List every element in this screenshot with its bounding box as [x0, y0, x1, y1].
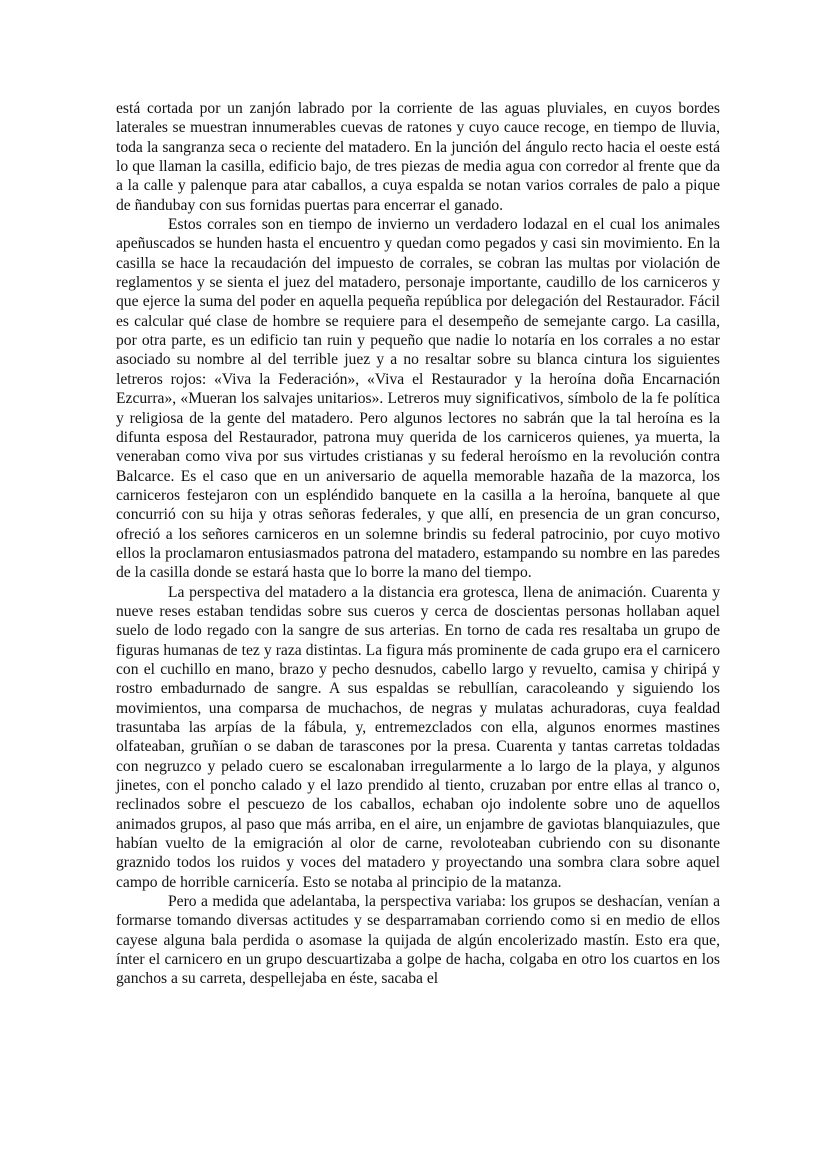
paragraph-corrales: Estos corrales son en tiempo de invierno un verdadero lodazal en el cual los animales apeñuscados se hunden hasta el encuentro y quedan como pegados y casi sin movimiento. En la casilla se hace la recaudación del impuesto de corrales, se cobran las multas por violación de reglamentos y se sienta el juez del matadero, personaje importante, caudillo de los carniceros y que ejerce la suma del poder en aquella pequeña república por delegación del Restaurador. Fácil es calcular qué clase de hombre se requiere para el desempeño de semejante cargo. La casilla, por otra parte, es un edificio tan ruin y pequeño que nadie lo notaría en los corrales a no estar asociado su nombre al del terrible juez y a no resaltar sobre su blanca cintura los siguientes letreros rojos: «Viva la Federación», «Viva el Restaurador y la heroína doña Encarnación Ezcurra», «Mueran los salvajes unitarios». Letreros muy significativos, símbolo de la fe política y religiosa de la gente del matadero. Pero algunos lectores no sabrán que la tal heroína es la difunta esposa del Restaurador, patrona muy querida de los carniceros quienes, ya muerta, la veneraban como viva por sus virtudes cristianas y su federal heroísmo en la revolución contra Balcarce. Es el caso que en un aniversario de aquella memorable hazaña de la mazorca, los carniceros festejaron con un espléndido banquete en la casilla a la heroína, banquete al que concurrió con su hija y otras señoras federales, y que allí, en presencia de un gran concurso, ofreció a los señores carniceros en un solemne brindis su federal patrocinio, por cuyo motivo ellos la proclamaron entusiasmados patrona del matadero, estampando su nombre en las paredes de la casilla donde se estará hasta que lo borre la mano del tiempo. — [116, 216, 720, 582]
paragraph-perspectiva: La perspectiva del matadero a la distancia era grotesca, llena de animación. Cuarenta y nueve reses estaban tendidas sobre sus cueros y cerca de doscientas personas hollaban aquel suelo de lodo regado con la sangre de sus arterias. En torno de cada res resaltaba un grupo de figuras humanas de tez y raza distintas. La figura más prominente de cada grupo era el carnicero con el cuchillo en mano, brazo y pecho desnudos, cabello largo y revuelto, camisa y chiripá y rostro embadurnado de sangre. A sus espaldas se rebullían, caracoleando y siguiendo los movimientos, una comparsa de muchachos, de negras y mulatas achuradoras, cuya fealdad trasuntaba las arpías de la fábula, y, entremezclados con ella, algunos enormes mastines olfateaban, gruñían o se daban de tarascones por la presa. Cuarenta y tantas carretas toldadas con negruzco y pelado cuero se escalonaban irregularmente a lo largo de la playa, y algunos jinetes, con el poncho calado y el lazo prendido al tiento, cruzaban por entre ellas al tranco o, reclinados sobre el pescuezo de los caballos, echaban ojo indolente sobre uno de aquellos animados grupos, al paso que más arriba, en el aire, un enjambre de gaviotas blanquiazules, que habían vuelto de la emigración al olor de carne, revoloteaban cubriendo con su disonante graznido todos los ruidos y voces del matadero y proyectando una sombra clara sobre aquel campo de horrible carnicería. Esto se notaba al principio de la matanza. — [116, 583, 720, 891]
document-page — [116, 99, 720, 989]
paragraph-medida: Pero a medida que adelantaba, la perspectiva variaba: los grupos se deshacían, venían a formarse tomando diversas actitudes y se desparramaban corriendo como si en medio de ellos cayese alguna bala perdida o asomase la quijada de algún encolerizado mastín. Esto era que, ínter el carnicero en un grupo descuartizaba a golpe de hacha, colgaba en otro los cuartos en los ganchos a su carreta, despellejaba en éste, sacaba el — [116, 893, 720, 988]
paragraph-continuation: está cortada por un zanjón labrado por la corriente de las aguas pluviales, en cuyos bordes laterales se muestran innumerables cuevas de ratones y cuyo cauce recoge, en tiempo de lluvia, toda la sangranza seca o reciente del matadero. En la junción del ángulo recto hacia el oeste está lo que llaman la casilla, edificio bajo, de tres piezas de media agua con corredor al frente que da a la calle y palenque para atar caballos, a cuya espalda se notan varios corrales de palo a pique de ñandubay con sus fornidas puertas para encerrar el ganado. — [116, 100, 720, 214]
